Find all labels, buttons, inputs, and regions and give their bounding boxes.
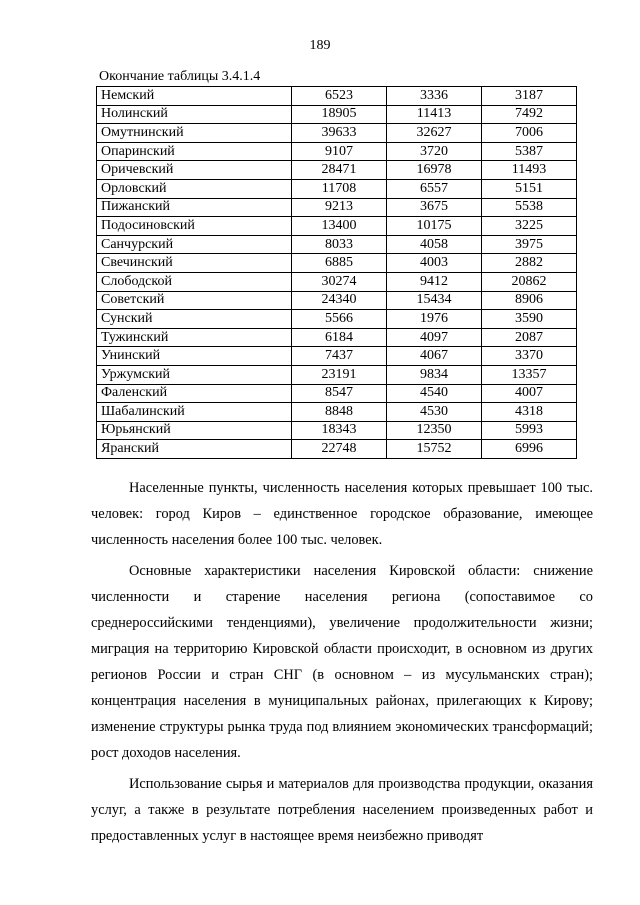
district-name-cell: Унинский xyxy=(97,347,292,366)
table-row xyxy=(97,365,577,384)
value-cell: 23191 xyxy=(292,365,387,384)
value-cell: 32627 xyxy=(387,124,482,143)
paragraph-3: Использование сырья и материалов для производства продукции, оказания услуг, а также в результате потребления населением произведенных работ и предоставленных услуг в настоящее время неизбежно приводят xyxy=(91,776,593,844)
value-cell: 9834 xyxy=(387,365,482,384)
value-cell: 5538 xyxy=(482,198,577,217)
district-name-cell: Омутнинский xyxy=(97,124,292,143)
value-cell: 16978 xyxy=(387,161,482,180)
body-text xyxy=(91,475,593,854)
value-cell: 3675 xyxy=(387,198,482,217)
value-cell: 3370 xyxy=(482,347,577,366)
value-cell: 22748 xyxy=(292,440,387,459)
table-row xyxy=(97,179,577,198)
district-name-cell: Пижанский xyxy=(97,198,292,217)
population-table xyxy=(96,86,577,459)
table-row xyxy=(97,328,577,347)
value-cell: 11493 xyxy=(482,161,577,180)
district-name-cell: Слободской xyxy=(97,272,292,291)
value-cell: 3336 xyxy=(387,87,482,106)
table-row xyxy=(97,235,577,254)
district-name-cell: Юрьянский xyxy=(97,421,292,440)
value-cell: 18343 xyxy=(292,421,387,440)
value-cell: 6996 xyxy=(482,440,577,459)
value-cell: 3975 xyxy=(482,235,577,254)
table-row xyxy=(97,198,577,217)
table-body xyxy=(97,87,577,459)
district-name-cell: Уржумский xyxy=(97,365,292,384)
table-row xyxy=(97,403,577,422)
district-name-cell: Фаленский xyxy=(97,384,292,403)
table-caption: Окончание таблицы 3.4.1.4 xyxy=(99,69,261,84)
value-cell: 7006 xyxy=(482,124,577,143)
paragraph-1: Населенные пункты, численность населения которых превышает 100 тыс. человек: город Киров – единственное городское образование, имеющее численность населения более 100 тыс. человек. xyxy=(91,480,593,548)
value-cell: 15434 xyxy=(387,291,482,310)
table-row xyxy=(97,310,577,329)
value-cell: 3225 xyxy=(482,217,577,236)
district-name-cell: Немский xyxy=(97,87,292,106)
value-cell: 2882 xyxy=(482,254,577,273)
value-cell: 8906 xyxy=(482,291,577,310)
value-cell: 10175 xyxy=(387,217,482,236)
value-cell: 4003 xyxy=(387,254,482,273)
district-name-cell: Советский xyxy=(97,291,292,310)
value-cell: 8848 xyxy=(292,403,387,422)
value-cell: 5387 xyxy=(482,142,577,161)
value-cell: 1976 xyxy=(387,310,482,329)
district-name-cell: Опаринский xyxy=(97,142,292,161)
value-cell: 6523 xyxy=(292,87,387,106)
value-cell: 4058 xyxy=(387,235,482,254)
district-name-cell: Нолинский xyxy=(97,105,292,124)
table-row xyxy=(97,440,577,459)
table-row xyxy=(97,142,577,161)
value-cell: 2087 xyxy=(482,328,577,347)
table-row xyxy=(97,87,577,106)
table-row xyxy=(97,347,577,366)
table-row xyxy=(97,161,577,180)
district-name-cell: Шабалинский xyxy=(97,403,292,422)
district-name-cell: Подосиновский xyxy=(97,217,292,236)
value-cell: 7437 xyxy=(292,347,387,366)
district-name-cell: Свечинский xyxy=(97,254,292,273)
district-name-cell: Сунский xyxy=(97,310,292,329)
value-cell: 13400 xyxy=(292,217,387,236)
value-cell: 6557 xyxy=(387,179,482,198)
district-name-cell: Тужинский xyxy=(97,328,292,347)
value-cell: 8547 xyxy=(292,384,387,403)
table-row xyxy=(97,217,577,236)
value-cell: 8033 xyxy=(292,235,387,254)
value-cell: 4318 xyxy=(482,403,577,422)
value-cell: 4007 xyxy=(482,384,577,403)
value-cell: 3187 xyxy=(482,87,577,106)
value-cell: 3590 xyxy=(482,310,577,329)
value-cell: 4097 xyxy=(387,328,482,347)
value-cell: 5566 xyxy=(292,310,387,329)
table-row xyxy=(97,291,577,310)
value-cell: 6885 xyxy=(292,254,387,273)
value-cell: 11708 xyxy=(292,179,387,198)
value-cell: 3720 xyxy=(387,142,482,161)
value-cell: 4067 xyxy=(387,347,482,366)
value-cell: 11413 xyxy=(387,105,482,124)
value-cell: 15752 xyxy=(387,440,482,459)
value-cell: 20862 xyxy=(482,272,577,291)
value-cell: 5151 xyxy=(482,179,577,198)
value-cell: 39633 xyxy=(292,124,387,143)
district-name-cell: Санчурский xyxy=(97,235,292,254)
value-cell: 24340 xyxy=(292,291,387,310)
value-cell: 5993 xyxy=(482,421,577,440)
table-row xyxy=(97,421,577,440)
value-cell: 4530 xyxy=(387,403,482,422)
table-row xyxy=(97,272,577,291)
paragraph-2: Основные характеристики населения Кировской области: снижение численности и старение населения региона (сопоставимое со среднероссийскими тенденциями), увеличение продолжительности жизни; миграция на территорию Кировской области происходит, в основном из других регионов России и стран СНГ (в основном – из мусульманских стран); концентрация населения в муниципальных районах, прилегающих к Кирову; изменение структуры рынка труда под влиянием экономических трансформаций; рост доходов населения. xyxy=(91,563,593,761)
table-row xyxy=(97,384,577,403)
value-cell: 7492 xyxy=(482,105,577,124)
value-cell: 9412 xyxy=(387,272,482,291)
table-row xyxy=(97,105,577,124)
table-row xyxy=(97,254,577,273)
district-name-cell: Яранский xyxy=(97,440,292,459)
value-cell: 18905 xyxy=(292,105,387,124)
value-cell: 6184 xyxy=(292,328,387,347)
page-number: 189 xyxy=(309,38,331,53)
table-row xyxy=(97,124,577,143)
value-cell: 28471 xyxy=(292,161,387,180)
district-name-cell: Орловский xyxy=(97,179,292,198)
value-cell: 13357 xyxy=(482,365,577,384)
district-name-cell: Оричевский xyxy=(97,161,292,180)
value-cell: 12350 xyxy=(387,421,482,440)
value-cell: 9107 xyxy=(292,142,387,161)
value-cell: 4540 xyxy=(387,384,482,403)
value-cell: 9213 xyxy=(292,198,387,217)
value-cell: 30274 xyxy=(292,272,387,291)
